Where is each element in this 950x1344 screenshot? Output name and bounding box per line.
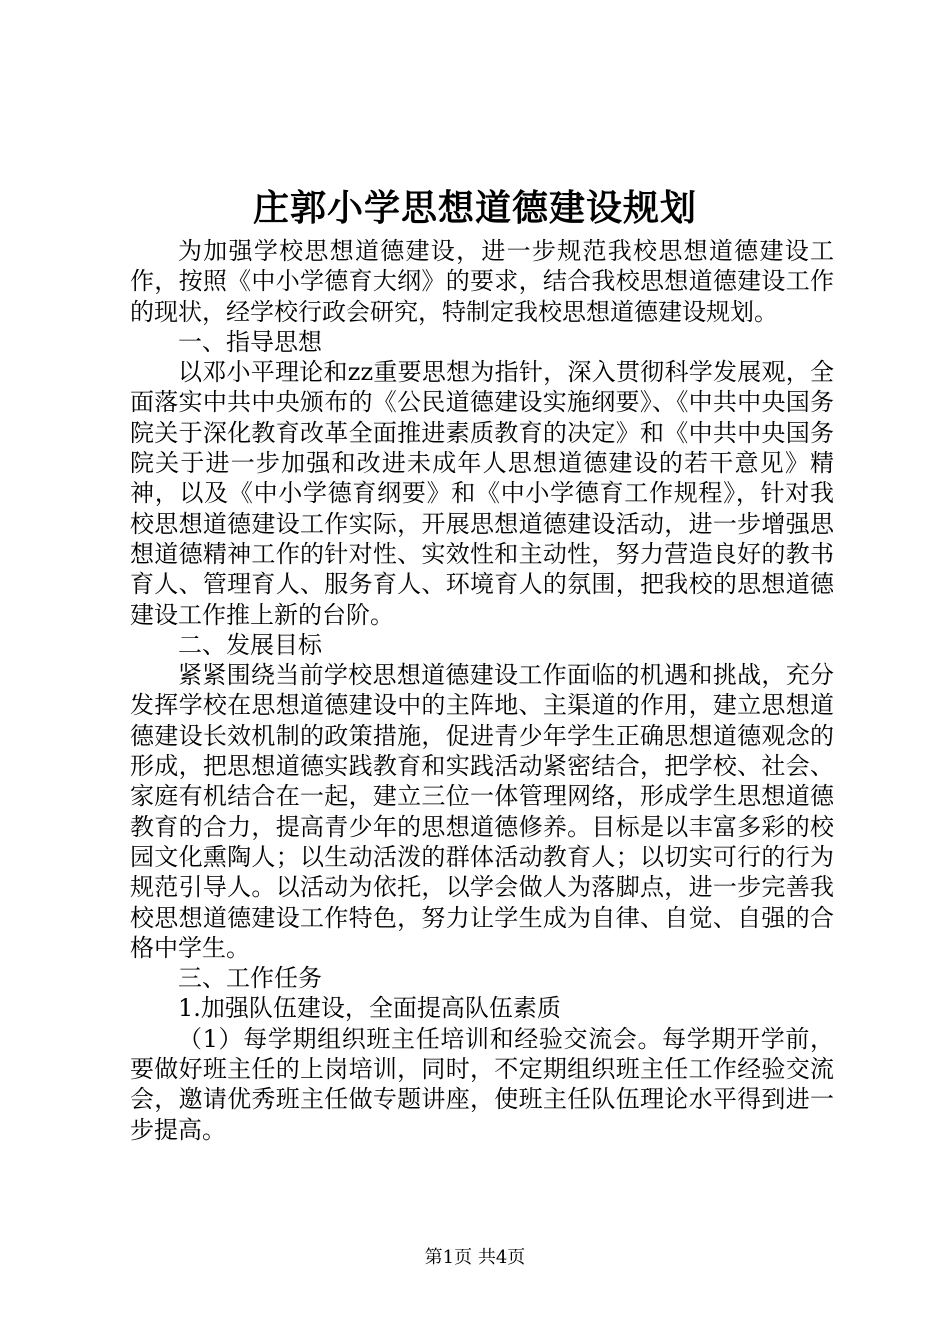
task-item-paragraph: （1）每学期组织班主任培训和经验交流会。每学期开学前，要做好班主任的上岗培训，同时，不定期组织班主任工作经验交流会，邀请优秀班主任做专题讲座，使班主任队伍理论水平得到进一步提高。 [130, 1024, 834, 1144]
section-heading-guiding-thought: 一、指导思想 [178, 327, 322, 356]
guiding-thought-paragraph: 以邓小平理论和zz重要思想为指针，深入贯彻科学发展观，全面落实中共中央颁布的《公民道德建设实施纲要》、《中共中央国务院关于深化教育改革全面推进素质教育的决定》和《中共中央国务院关于进一步加强和改进未成年人思想道德建设的若干意见》精神，以及《中小学德育纲要》和《中小学德育工作规程》，针对我校思想道德建设工作实际，开展思想道德建设活动，进一步增强思想道德精神工作的针对性、实效性和主动性，努力营造良好的教书育人、管理育人、服务育人、环境育人的氛围，把我校的思想道德建设工作推上新的台阶。 [130, 358, 834, 629]
section-heading-development-goals: 二、发展目标 [178, 630, 322, 659]
intro-paragraph: 为加强学校思想道德建设，进一步规范我校思想道德建设工作，按照《中小学德育大纲》的要求，结合我校思想道德建设工作的现状，经学校行政会研究，特制定我校思想道德建设规划。 [130, 237, 834, 326]
section-heading-work-tasks: 三、工作任务 [178, 964, 322, 993]
document-title: 庄郭小学思想道德建设规划 [252, 187, 697, 229]
page-number-footer: 第1页 共4页 [424, 1247, 526, 1268]
subheading-team-building: 1.加强队伍建设，全面提高队伍素质 [178, 994, 561, 1023]
document-body [130, 236, 834, 1145]
development-goals-paragraph: 紧紧围绕当前学校思想道德建设工作面临的机遇和挑战，充分发挥学校在思想道德建设中的主阵地、主渠道的作用，建立思想道德建设长效机制的政策措施，促进青少年学生正确思想道德观念的形成，把思想道德实践教育和实践活动紧密结合，把学校、社会、家庭有机结合在一起，建立三位一体管理网络，形成学生思想道德教育的合力，提高青少年的思想道德修养。目标是以丰富多彩的校园文化熏陶人；以生动活泼的群体活动教育人；以切实可行的行为规范引导人。以活动为依托，以学会做人为落脚点，进一步完善我校思想道德建设工作特色，努力让学生成为自律、自觉、自强的合格中学生。 [130, 661, 834, 962]
